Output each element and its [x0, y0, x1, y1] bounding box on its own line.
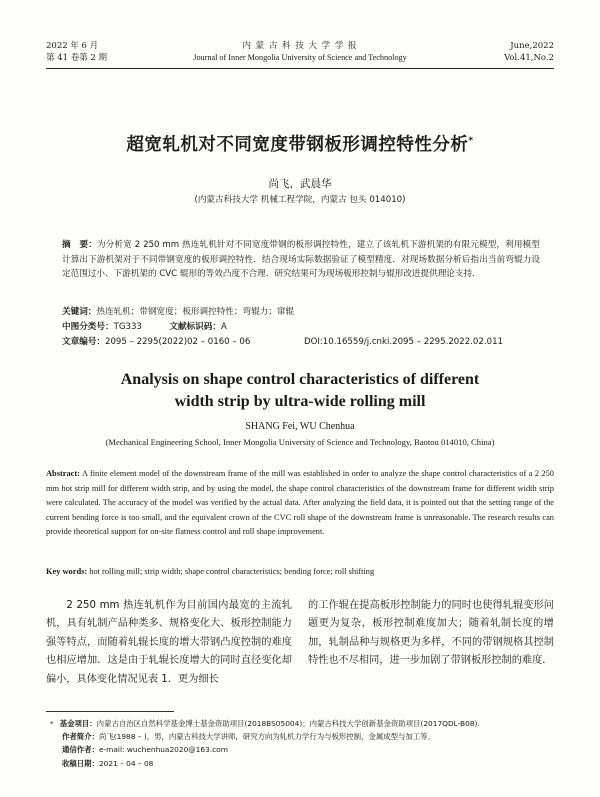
footnote-received — [62, 757, 554, 770]
footnote-email — [62, 743, 554, 756]
cn-article-ids — [62, 335, 540, 350]
cn-affiliation: (内蒙古科技大学 机械工程学院，内蒙古 包头 014010) — [194, 195, 406, 205]
en-title — [0, 369, 600, 413]
email-text: e-mail: wuchenhua2020@163.com — [98, 745, 228, 755]
en-keywords-text: hot rolling mill; strip width; shape control characteristics; bending force; roll shifting — [89, 567, 375, 576]
received-label: 收稿日期： — [62, 758, 99, 768]
title-text: 超宽轧机对不同宽度带钢板形调控特性分析 — [126, 135, 469, 155]
article-no-value: 2095 – 2295(2022)02 – 0160 – 06 — [104, 337, 251, 347]
en-title-line2: width strip by ultra-wide rolling mill — [174, 393, 426, 410]
en-authors: SHANG Fei, WU Chenhua — [245, 421, 355, 432]
footnote-fund: * 基金项目：内蒙古自治区自然科学基金博士基金资助项目(2018BS05004)；内蒙古科技大学创新基金资助项目(2017QDL-B08). — [50, 719, 480, 728]
email-label: 通信作者： — [62, 745, 99, 755]
doi: DOI:10.16559/j.cnki.2095 – 2295.2022.02.011 — [304, 337, 504, 347]
en-affiliation: (Mechanical Engineering School, Inner Mongolia University of Science and Technology, Baotou 014010, China) — [105, 437, 495, 447]
header-date: 2022 年 6 月 — [46, 41, 99, 51]
footnote-rule — [46, 711, 174, 712]
body-right-column: 的工作辊在提高板形控制能力的同时也使得轧辊变形问题更为复杂，板形控制难度加大；随着轧制长度的增加，轧制品种与规格更为多样，不同的带钢规格其控制特性也不尽相同，进一步加剧了带钢板形控制的难度． — [308, 600, 554, 667]
footnotes — [50, 717, 554, 770]
en-abstract-label: Abstract: — [46, 469, 80, 478]
cn-abstract — [62, 238, 540, 282]
cn-keywords-label: 关键词： — [62, 307, 97, 317]
fund-label: 基金项目： — [59, 719, 97, 728]
doc-code-label: 文献标识码： — [169, 322, 221, 332]
body-left-column: 2 250 mm 热连轧机作为目前国内最宽的主流轧机，具有轧制产品种类多、规格变化大、板形控制能力强等特点，而随着轧辊长度的增大带钢凸度控制的难度也相应增加．这是由于轧辊长度增大的同时直径变化却偏小，具体变化情况见表 1．更为细长 — [46, 600, 292, 685]
doc-code-value: A — [220, 322, 227, 332]
header-center — [120, 40, 480, 64]
header-date-en: June,2022 — [510, 41, 554, 51]
clc-label: 中图分类号： — [62, 322, 114, 332]
page-title — [0, 131, 600, 156]
en-abstract — [46, 467, 554, 540]
en-abstract-text: A finite element model of the downstream frame of the mill was established in order to analyze the shape control characteristics of a 2 250 mm hot strip mill for different width strip, and by using the model, the shape control characteristics of the downstream frame for different width strip were calculated. The accuracy of the model was verified by the actual data. After analyzing the field data, it is pointed out that the setting range of the current bending force is too small, and the equivalent crown of the CVC roll shape of the downstream frame is unreasonable. The research results can provide theoretical support for on-site flatness control and roll shape improvement. — [46, 469, 554, 537]
clc-value: TG333 — [113, 322, 142, 332]
header-volume-en: Vol.41,No.2 — [504, 53, 554, 63]
cn-classification — [62, 320, 540, 335]
header-volume: 第 41 卷第 2 期 — [46, 53, 108, 63]
en-keywords-label: Key words: — [46, 567, 88, 576]
footnote-author — [62, 730, 554, 743]
title-footnote-mark: * — [468, 136, 474, 147]
cn-keywords — [62, 305, 540, 320]
header-rule — [46, 68, 554, 69]
received-text: 2021 – 04 – 08 — [98, 758, 154, 768]
cn-abstract-text: 为分析宽 2 250 mm 热连轧机针对不同宽度带钢的板形调控特性，建立了该轧机下游机架的有限元模型，利用模型计算出下游机架对于不同带钢宽度的板形调控特性．结合现场实际数据验证了模型精度．对现场数据分析后指出当前弯辊力设定范围过小、下游机架的 CVC 辊形的等效凸度不合理．研究结果可为现场板形控制与辊形改进提供理论支持． — [62, 240, 540, 279]
fund-text: 内蒙古自治区自然科学基金博士基金资助项目(2018BS05004)；内蒙古科技大学创新基金资助项目(2017QDL-B08). — [96, 719, 480, 728]
article-no-label: 文章编号： — [62, 337, 105, 347]
header-left — [46, 40, 107, 64]
journal-name-cn: 内 蒙 古 科 技 大 学 学 报 — [242, 41, 358, 51]
header-right — [504, 40, 554, 64]
journal-name-en: Journal of Inner Mongolia University of Science and Technology — [193, 53, 407, 62]
author-label: 作者简介： — [62, 732, 99, 742]
en-title-line1: Analysis on shape control characteristics of different — [120, 371, 480, 388]
author-text: 尚飞(1988 – )，男，内蒙古科技大学讲师，研究方向为轧机力学行为与板形控制，金属成型与加工等． — [98, 732, 435, 742]
cn-abstract-label: 摘 要： — [62, 240, 97, 250]
en-keywords — [46, 565, 554, 580]
cn-authors: 尚飞，武晨华 — [268, 178, 332, 190]
cn-keywords-text: 热连轧机；带钢宽度；板形调控特性；弯辊力；窜辊 — [96, 307, 295, 317]
